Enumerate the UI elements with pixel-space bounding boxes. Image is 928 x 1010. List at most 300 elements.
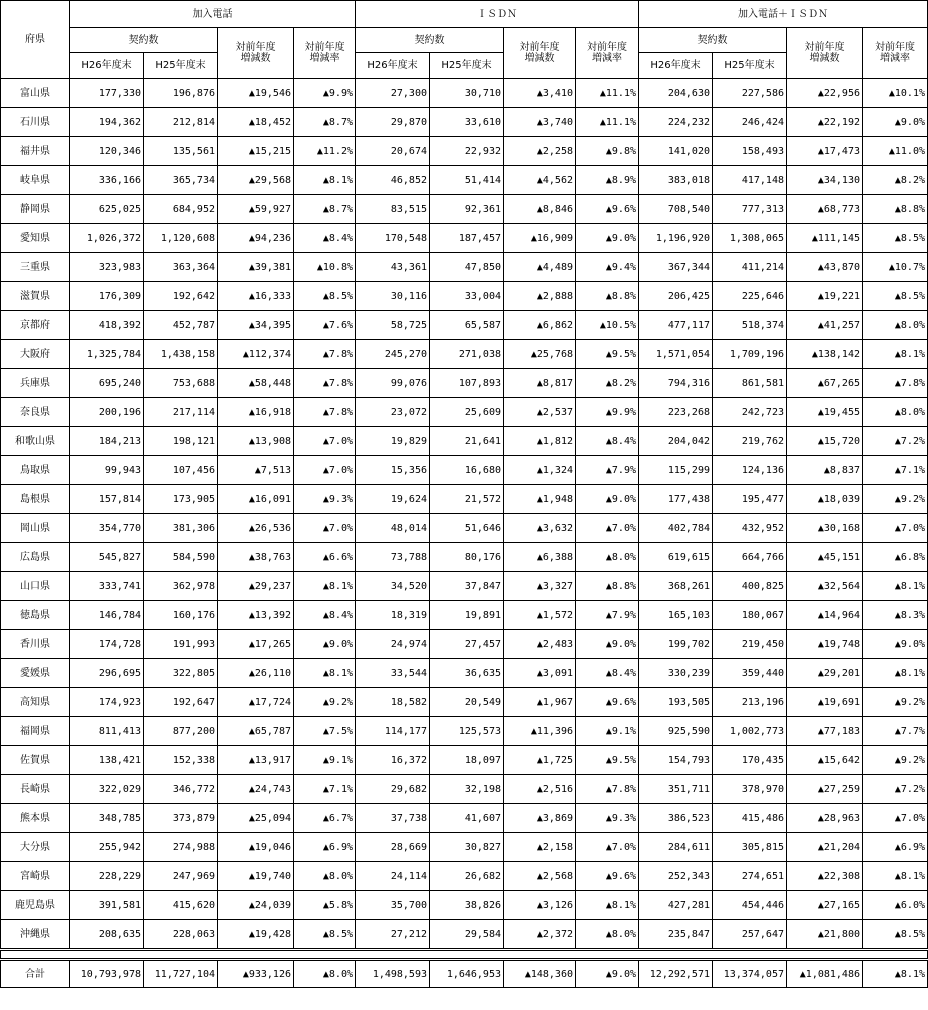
value-cell: ▲7.1%	[294, 775, 356, 804]
value-cell: 37,847	[430, 572, 504, 601]
value-cell: 160,176	[144, 601, 218, 630]
prefecture-cell: 石川県	[1, 108, 70, 137]
value-cell: ▲14,964	[787, 601, 863, 630]
value-cell: 415,486	[713, 804, 787, 833]
value-cell: 170,435	[713, 746, 787, 775]
table-row	[1, 137, 928, 166]
value-cell: 193,505	[639, 688, 713, 717]
value-cell: 378,970	[713, 775, 787, 804]
value-cell: ▲8.8%	[576, 282, 639, 311]
value-cell: ▲8.8%	[576, 572, 639, 601]
value-cell: ▲7.0%	[294, 427, 356, 456]
table-row	[1, 427, 928, 456]
value-cell: ▲8.0%	[863, 398, 928, 427]
value-cell: ▲19,546	[218, 79, 294, 108]
value-cell: ▲7.7%	[863, 717, 928, 746]
value-cell: 51,414	[430, 166, 504, 195]
value-cell: 247,969	[144, 862, 218, 891]
value-cell: ▲22,956	[787, 79, 863, 108]
value-cell: ▲111,145	[787, 224, 863, 253]
value-cell: 368,261	[639, 572, 713, 601]
value-cell: ▲10.8%	[294, 253, 356, 282]
value-cell: 695,240	[70, 369, 144, 398]
value-cell: 29,682	[356, 775, 430, 804]
value-cell: 362,978	[144, 572, 218, 601]
prefecture-cell: 鹿児島県	[1, 891, 70, 920]
prefecture-cell: 京都府	[1, 311, 70, 340]
value-cell: 1,120,608	[144, 224, 218, 253]
prefecture-cell: 高知県	[1, 688, 70, 717]
value-cell: ▲28,963	[787, 804, 863, 833]
value-cell: ▲18,039	[787, 485, 863, 514]
value-cell: 224,232	[639, 108, 713, 137]
table-row	[1, 659, 928, 688]
header-prefecture: 府県	[1, 1, 70, 79]
value-cell: ▲41,257	[787, 311, 863, 340]
value-cell: ▲24,743	[218, 775, 294, 804]
value-cell: ▲26,110	[218, 659, 294, 688]
value-cell: ▲9.2%	[294, 688, 356, 717]
value-cell: 348,785	[70, 804, 144, 833]
value-cell: 120,346	[70, 137, 144, 166]
total-value-cell: ▲933,126	[218, 960, 294, 988]
value-cell: ▲9.3%	[294, 485, 356, 514]
value-cell: ▲9.6%	[576, 862, 639, 891]
value-cell: ▲8.5%	[863, 282, 928, 311]
value-cell: 415,620	[144, 891, 218, 920]
value-cell: ▲9.9%	[576, 398, 639, 427]
table-row	[1, 775, 928, 804]
value-cell: 33,004	[430, 282, 504, 311]
table-row	[1, 746, 928, 775]
value-cell: ▲7,513	[218, 456, 294, 485]
value-cell: ▲38,763	[218, 543, 294, 572]
table-row	[1, 108, 928, 137]
value-cell: ▲3,410	[504, 79, 576, 108]
value-cell: ▲13,917	[218, 746, 294, 775]
prefecture-cell: 山口県	[1, 572, 70, 601]
value-cell: ▲9.2%	[863, 485, 928, 514]
prefecture-cell: 大分県	[1, 833, 70, 862]
value-cell: 811,413	[70, 717, 144, 746]
value-cell: 38,826	[430, 891, 504, 920]
value-cell: ▲8.7%	[294, 195, 356, 224]
value-cell: 115,299	[639, 456, 713, 485]
value-cell: ▲3,869	[504, 804, 576, 833]
value-cell: ▲39,381	[218, 253, 294, 282]
value-cell: ▲9.5%	[576, 746, 639, 775]
value-cell: 228,229	[70, 862, 144, 891]
value-cell: ▲7.2%	[863, 775, 928, 804]
value-cell: ▲94,236	[218, 224, 294, 253]
value-cell: ▲2,483	[504, 630, 576, 659]
value-cell: ▲29,237	[218, 572, 294, 601]
prefecture-cell: 島根県	[1, 485, 70, 514]
table-row	[1, 601, 928, 630]
value-cell: ▲7.8%	[576, 775, 639, 804]
value-cell: ▲25,094	[218, 804, 294, 833]
value-cell: 138,421	[70, 746, 144, 775]
value-cell: 545,827	[70, 543, 144, 572]
value-cell: ▲19,691	[787, 688, 863, 717]
value-cell: ▲7.0%	[576, 514, 639, 543]
table-row	[1, 253, 928, 282]
value-cell: ▲19,046	[218, 833, 294, 862]
value-cell: ▲8.5%	[294, 920, 356, 950]
value-cell: ▲9.5%	[576, 340, 639, 369]
value-cell: 1,196,920	[639, 224, 713, 253]
value-cell: ▲7.8%	[294, 369, 356, 398]
value-cell: ▲26,536	[218, 514, 294, 543]
value-cell: ▲4,489	[504, 253, 576, 282]
value-cell: ▲9.0%	[576, 630, 639, 659]
value-cell: ▲1,812	[504, 427, 576, 456]
value-cell: 1,571,054	[639, 340, 713, 369]
value-cell: ▲11.0%	[863, 137, 928, 166]
value-cell: ▲6.6%	[294, 543, 356, 572]
value-cell: 274,988	[144, 833, 218, 862]
prefecture-cell: 愛媛県	[1, 659, 70, 688]
value-cell: 1,026,372	[70, 224, 144, 253]
value-cell: 877,200	[144, 717, 218, 746]
value-cell: ▲8.1%	[294, 572, 356, 601]
value-cell: ▲8.1%	[863, 862, 928, 891]
value-cell: 135,561	[144, 137, 218, 166]
value-cell: ▲30,168	[787, 514, 863, 543]
value-cell: 204,042	[639, 427, 713, 456]
table-body	[1, 79, 928, 950]
value-cell: 146,784	[70, 601, 144, 630]
value-cell: 16,680	[430, 456, 504, 485]
value-cell: 124,136	[713, 456, 787, 485]
value-cell: ▲138,142	[787, 340, 863, 369]
value-cell: 204,630	[639, 79, 713, 108]
value-cell: 794,316	[639, 369, 713, 398]
total-value-cell: 12,292,571	[639, 960, 713, 988]
header-h25-3: H25年度末	[713, 53, 787, 79]
value-cell: ▲9.1%	[576, 717, 639, 746]
value-cell: ▲3,126	[504, 891, 576, 920]
value-cell: 219,762	[713, 427, 787, 456]
table-row	[1, 688, 928, 717]
value-cell: ▲9.0%	[576, 485, 639, 514]
spacer-row	[1, 950, 928, 960]
value-cell: ▲2,516	[504, 775, 576, 804]
value-cell: ▲68,773	[787, 195, 863, 224]
value-cell: ▲8.2%	[576, 369, 639, 398]
value-cell: 255,942	[70, 833, 144, 862]
value-cell: 1,002,773	[713, 717, 787, 746]
header-yoy-rate-1: 対前年度 増減率	[294, 28, 356, 79]
value-cell: ▲22,192	[787, 108, 863, 137]
table-row	[1, 920, 928, 950]
value-cell: 777,313	[713, 195, 787, 224]
value-cell: 107,893	[430, 369, 504, 398]
total-value-cell: 13,374,057	[713, 960, 787, 988]
value-cell: ▲19,455	[787, 398, 863, 427]
value-cell: ▲59,927	[218, 195, 294, 224]
value-cell: ▲6.7%	[294, 804, 356, 833]
table-row	[1, 717, 928, 746]
value-cell: ▲17,265	[218, 630, 294, 659]
table-row	[1, 340, 928, 369]
value-cell: 20,674	[356, 137, 430, 166]
value-cell: 454,446	[713, 891, 787, 920]
value-cell: 174,923	[70, 688, 144, 717]
table-row	[1, 79, 928, 108]
value-cell: ▲10.5%	[576, 311, 639, 340]
value-cell: 184,213	[70, 427, 144, 456]
value-cell: 16,372	[356, 746, 430, 775]
value-cell: 114,177	[356, 717, 430, 746]
value-cell: 24,114	[356, 862, 430, 891]
value-cell: 30,710	[430, 79, 504, 108]
value-cell: ▲65,787	[218, 717, 294, 746]
value-cell: 427,281	[639, 891, 713, 920]
value-cell: ▲15,720	[787, 427, 863, 456]
value-cell: 417,148	[713, 166, 787, 195]
value-cell: 47,850	[430, 253, 504, 282]
value-cell: ▲7.0%	[863, 804, 928, 833]
value-cell: 19,891	[430, 601, 504, 630]
value-cell: 34,520	[356, 572, 430, 601]
value-cell: ▲8,846	[504, 195, 576, 224]
value-cell: ▲27,165	[787, 891, 863, 920]
value-cell: 199,702	[639, 630, 713, 659]
value-cell: ▲19,748	[787, 630, 863, 659]
value-cell: 330,239	[639, 659, 713, 688]
value-cell: 158,493	[713, 137, 787, 166]
value-cell: 152,338	[144, 746, 218, 775]
value-cell: ▲11.1%	[576, 108, 639, 137]
value-cell: ▲58,448	[218, 369, 294, 398]
value-cell: 192,647	[144, 688, 218, 717]
value-cell: ▲34,395	[218, 311, 294, 340]
value-cell: 323,983	[70, 253, 144, 282]
value-cell: ▲8,817	[504, 369, 576, 398]
value-cell: 18,097	[430, 746, 504, 775]
value-cell: 296,695	[70, 659, 144, 688]
value-cell: ▲9.0%	[863, 108, 928, 137]
value-cell: ▲8.1%	[576, 891, 639, 920]
prefecture-cell: 和歌山県	[1, 427, 70, 456]
prefecture-cell: 大阪府	[1, 340, 70, 369]
total-value-cell: ▲9.0%	[576, 960, 639, 988]
value-cell: ▲9.4%	[576, 253, 639, 282]
value-cell: ▲7.1%	[863, 456, 928, 485]
value-cell: ▲21,800	[787, 920, 863, 950]
value-cell: ▲9.2%	[863, 688, 928, 717]
value-cell: 33,610	[430, 108, 504, 137]
header-group-combined: 加入電話＋ＩＳＤＮ	[639, 1, 928, 28]
value-cell: ▲11.2%	[294, 137, 356, 166]
value-cell: ▲8.7%	[294, 108, 356, 137]
value-cell: ▲29,201	[787, 659, 863, 688]
table-row	[1, 862, 928, 891]
value-cell: ▲43,870	[787, 253, 863, 282]
value-cell: ▲6.0%	[863, 891, 928, 920]
value-cell: ▲45,151	[787, 543, 863, 572]
value-cell: 36,635	[430, 659, 504, 688]
value-cell: 35,700	[356, 891, 430, 920]
value-cell: 15,356	[356, 456, 430, 485]
value-cell: ▲1,725	[504, 746, 576, 775]
table-row	[1, 572, 928, 601]
value-cell: 354,770	[70, 514, 144, 543]
header-h26-2: H26年度末	[356, 53, 430, 79]
value-cell: 1,438,158	[144, 340, 218, 369]
value-cell: ▲7.9%	[576, 456, 639, 485]
value-cell: 418,392	[70, 311, 144, 340]
header-contracts-2: 契約数	[356, 28, 504, 53]
value-cell: 391,581	[70, 891, 144, 920]
value-cell: 383,018	[639, 166, 713, 195]
value-cell: 373,879	[144, 804, 218, 833]
value-cell: ▲77,183	[787, 717, 863, 746]
value-cell: ▲27,259	[787, 775, 863, 804]
total-value-cell: ▲1,081,486	[787, 960, 863, 988]
value-cell: 180,067	[713, 601, 787, 630]
value-cell: 432,952	[713, 514, 787, 543]
value-cell: ▲15,642	[787, 746, 863, 775]
value-cell: 177,330	[70, 79, 144, 108]
value-cell: ▲6,388	[504, 543, 576, 572]
value-cell: ▲8.5%	[863, 920, 928, 950]
value-cell: 173,905	[144, 485, 218, 514]
value-cell: 400,825	[713, 572, 787, 601]
value-cell: 21,572	[430, 485, 504, 514]
value-cell: ▲67,265	[787, 369, 863, 398]
value-cell: 861,581	[713, 369, 787, 398]
value-cell: 284,611	[639, 833, 713, 862]
value-cell: ▲8.4%	[294, 601, 356, 630]
value-cell: ▲2,888	[504, 282, 576, 311]
value-cell: ▲8.0%	[294, 862, 356, 891]
value-cell: ▲19,740	[218, 862, 294, 891]
header-h25-1: H25年度末	[144, 53, 218, 79]
value-cell: ▲8.1%	[863, 659, 928, 688]
value-cell: ▲3,740	[504, 108, 576, 137]
table-row	[1, 543, 928, 572]
value-cell: 65,587	[430, 311, 504, 340]
value-cell: ▲4,562	[504, 166, 576, 195]
table-row	[1, 485, 928, 514]
header-yoy-rate-2: 対前年度 増減率	[576, 28, 639, 79]
value-cell: ▲9.2%	[863, 746, 928, 775]
prefecture-cell: 岐阜県	[1, 166, 70, 195]
value-cell: 1,308,065	[713, 224, 787, 253]
total-value-cell: ▲8.1%	[863, 960, 928, 988]
value-cell: ▲7.8%	[294, 340, 356, 369]
value-cell: 107,456	[144, 456, 218, 485]
value-cell: 154,793	[639, 746, 713, 775]
total-value-cell: ▲148,360	[504, 960, 576, 988]
value-cell: ▲10.7%	[863, 253, 928, 282]
value-cell: 99,076	[356, 369, 430, 398]
prefecture-cell: 三重県	[1, 253, 70, 282]
prefecture-cell: 滋賀県	[1, 282, 70, 311]
prefecture-cell: 徳島県	[1, 601, 70, 630]
value-cell: 196,876	[144, 79, 218, 108]
value-cell: 452,787	[144, 311, 218, 340]
value-cell: ▲10.1%	[863, 79, 928, 108]
value-cell: 225,646	[713, 282, 787, 311]
value-cell: 99,943	[70, 456, 144, 485]
value-cell: 177,438	[639, 485, 713, 514]
header-yoy-rate-3: 対前年度 増減率	[863, 28, 928, 79]
table-row	[1, 195, 928, 224]
table-row	[1, 456, 928, 485]
header-group-isdn: ＩＳＤＮ	[356, 1, 639, 28]
value-cell: 92,361	[430, 195, 504, 224]
value-cell: ▲13,392	[218, 601, 294, 630]
value-cell: 322,029	[70, 775, 144, 804]
value-cell: 28,669	[356, 833, 430, 862]
value-cell: 245,270	[356, 340, 430, 369]
value-cell: 198,121	[144, 427, 218, 456]
value-cell: ▲11,396	[504, 717, 576, 746]
prefecture-cell: 岡山県	[1, 514, 70, 543]
value-cell: 43,361	[356, 253, 430, 282]
table-row	[1, 630, 928, 659]
value-cell: ▲8,837	[787, 456, 863, 485]
value-cell: 26,682	[430, 862, 504, 891]
value-cell: ▲9.1%	[294, 746, 356, 775]
value-cell: ▲8.1%	[863, 572, 928, 601]
value-cell: ▲32,564	[787, 572, 863, 601]
value-cell: 48,014	[356, 514, 430, 543]
value-cell: 206,425	[639, 282, 713, 311]
value-cell: 336,166	[70, 166, 144, 195]
prefecture-cell: 鳥取県	[1, 456, 70, 485]
value-cell: ▲17,724	[218, 688, 294, 717]
value-cell: 252,343	[639, 862, 713, 891]
value-cell: ▲7.0%	[863, 514, 928, 543]
value-cell: 322,805	[144, 659, 218, 688]
value-cell: 925,590	[639, 717, 713, 746]
value-cell: 73,788	[356, 543, 430, 572]
value-cell: 753,688	[144, 369, 218, 398]
value-cell: ▲8.1%	[294, 659, 356, 688]
prefecture-cell: 宮崎県	[1, 862, 70, 891]
value-cell: 625,025	[70, 195, 144, 224]
value-cell: ▲7.0%	[294, 456, 356, 485]
value-cell: 227,586	[713, 79, 787, 108]
value-cell: 274,651	[713, 862, 787, 891]
value-cell: ▲7.2%	[863, 427, 928, 456]
value-cell: ▲9.0%	[863, 630, 928, 659]
value-cell: 23,072	[356, 398, 430, 427]
value-cell: ▲8.4%	[294, 224, 356, 253]
value-cell: 257,647	[713, 920, 787, 950]
value-cell: ▲2,258	[504, 137, 576, 166]
value-cell: ▲9.6%	[576, 688, 639, 717]
value-cell: ▲25,768	[504, 340, 576, 369]
header-contracts-1: 契約数	[70, 28, 218, 53]
value-cell: 51,646	[430, 514, 504, 543]
value-cell: 333,741	[70, 572, 144, 601]
value-cell: 213,196	[713, 688, 787, 717]
value-cell: 32,198	[430, 775, 504, 804]
value-cell: 191,993	[144, 630, 218, 659]
value-cell: 174,728	[70, 630, 144, 659]
value-cell: 664,766	[713, 543, 787, 572]
value-cell: ▲8.8%	[863, 195, 928, 224]
value-cell: ▲7.6%	[294, 311, 356, 340]
value-cell: 619,615	[639, 543, 713, 572]
value-cell: ▲2,158	[504, 833, 576, 862]
header-contracts-3: 契約数	[639, 28, 787, 53]
